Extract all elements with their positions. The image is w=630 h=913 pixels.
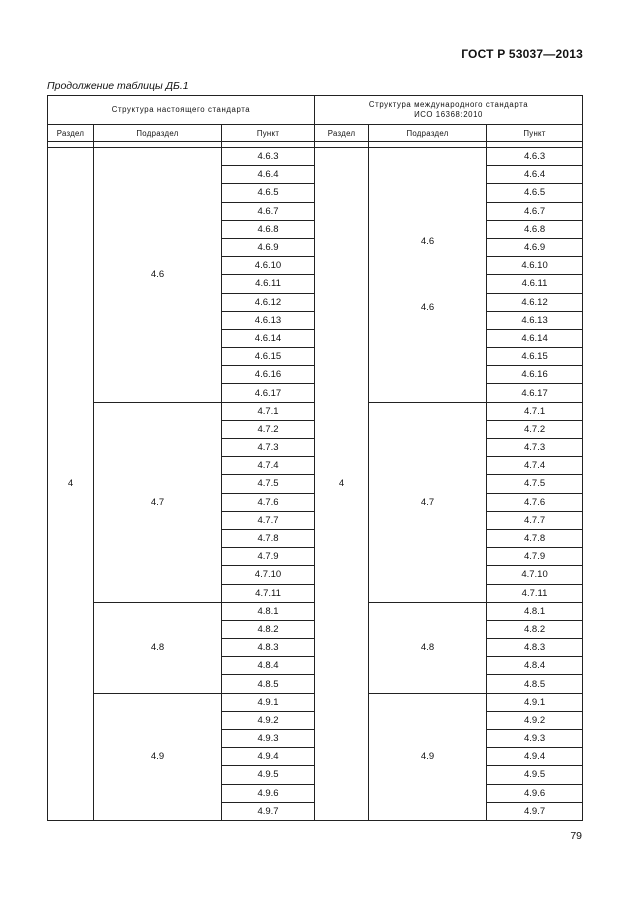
col-header-left-razdel: Раздел — [48, 125, 94, 142]
left-item-cell: 4.8.5 — [222, 675, 315, 693]
right-subsection-cell: 4.7 — [369, 402, 487, 602]
left-item-cell: 4.7.1 — [222, 402, 315, 420]
right-item-cell: 4.6.11 — [487, 275, 583, 293]
left-item-cell: 4.6.11 — [222, 275, 315, 293]
left-subsection-cell: 4.7 — [94, 402, 222, 602]
left-item-cell: 4.7.2 — [222, 420, 315, 438]
left-item-cell: 4.8.4 — [222, 657, 315, 675]
right-item-cell: 4.8.5 — [487, 675, 583, 693]
right-item-cell: 4.7.11 — [487, 584, 583, 602]
right-item-cell: 4.9.2 — [487, 711, 583, 729]
right-item-cell: 4.6.17 — [487, 384, 583, 402]
table-row — [48, 148, 583, 166]
right-item-cell: 4.6.13 — [487, 311, 583, 329]
page-number: 79 — [570, 830, 582, 842]
left-item-cell: 4.8.2 — [222, 620, 315, 638]
left-item-cell: 4.6.17 — [222, 384, 315, 402]
left-item-cell: 4.7.4 — [222, 457, 315, 475]
right-item-cell: 4.6.3 — [487, 148, 583, 166]
right-item-cell: 4.7.3 — [487, 439, 583, 457]
right-header-line2: ИСО 16368:2010 — [414, 110, 483, 119]
left-item-cell: 4.7.10 — [222, 566, 315, 584]
right-item-cell: 4.9.7 — [487, 802, 583, 820]
col-header-left-punkt: Пункт — [222, 125, 315, 142]
right-item-cell: 4.8.1 — [487, 602, 583, 620]
right-subsection-label: 4.6 — [420, 302, 435, 314]
left-item-cell: 4.6.13 — [222, 311, 315, 329]
left-item-cell: 4.6.7 — [222, 202, 315, 220]
left-subsection-cell: 4.8 — [94, 602, 222, 693]
right-item-cell: 4.7.10 — [487, 566, 583, 584]
right-item-cell: 4.6.8 — [487, 220, 583, 238]
right-subsection-cell: 4.8 — [369, 602, 487, 693]
right-structure-header — [315, 96, 583, 125]
left-item-cell: 4.6.10 — [222, 257, 315, 275]
right-item-cell: 4.7.8 — [487, 529, 583, 547]
col-header-left-podrazdel: Подраздел — [94, 125, 222, 142]
right-subsection-label: 4.6 — [420, 236, 435, 248]
right-item-cell: 4.9.4 — [487, 748, 583, 766]
left-item-cell: 4.7.9 — [222, 548, 315, 566]
right-item-cell: 4.6.12 — [487, 293, 583, 311]
left-item-cell: 4.9.2 — [222, 711, 315, 729]
left-item-cell: 4.6.15 — [222, 348, 315, 366]
left-item-cell: 4.9.7 — [222, 802, 315, 820]
left-section-cell: 4 — [48, 148, 94, 821]
right-item-cell: 4.7.6 — [487, 493, 583, 511]
left-item-cell: 4.6.9 — [222, 238, 315, 256]
right-item-cell: 4.9.5 — [487, 766, 583, 784]
left-item-cell: 4.6.5 — [222, 184, 315, 202]
left-item-cell: 4.7.8 — [222, 529, 315, 547]
right-item-cell: 4.6.15 — [487, 348, 583, 366]
left-item-cell: 4.6.12 — [222, 293, 315, 311]
right-item-cell: 4.6.9 — [487, 238, 583, 256]
left-item-cell: 4.6.3 — [222, 148, 315, 166]
right-item-cell: 4.8.4 — [487, 657, 583, 675]
right-item-cell: 4.7.9 — [487, 548, 583, 566]
col-header-right-podrazdel: Подраздел — [369, 125, 487, 142]
right-header-line1: Структура международного стандарта — [368, 100, 529, 109]
col-header-right-razdel: Раздел — [315, 125, 369, 142]
right-item-cell: 4.7.2 — [487, 420, 583, 438]
left-structure-header — [48, 96, 315, 125]
left-item-cell: 4.6.8 — [222, 220, 315, 238]
document-number: ГОСТ Р 53037—2013 — [461, 47, 583, 61]
right-item-cell: 4.6.7 — [487, 202, 583, 220]
left-item-cell: 4.9.1 — [222, 693, 315, 711]
right-item-cell: 4.6.5 — [487, 184, 583, 202]
left-item-cell: 4.8.1 — [222, 602, 315, 620]
left-item-cell: 4.9.6 — [222, 784, 315, 802]
left-header-text: Структура настоящего стандарта — [111, 105, 251, 114]
left-subsection-cell: 4.9 — [94, 693, 222, 820]
right-item-cell: 4.7.5 — [487, 475, 583, 493]
right-item-cell: 4.8.3 — [487, 639, 583, 657]
left-item-cell: 4.7.5 — [222, 475, 315, 493]
right-item-cell: 4.7.4 — [487, 457, 583, 475]
right-item-cell: 4.7.1 — [487, 402, 583, 420]
table-caption: Продолжение таблицы ДБ.1 — [47, 80, 189, 92]
right-item-cell: 4.9.6 — [487, 784, 583, 802]
left-item-cell: 4.6.4 — [222, 166, 315, 184]
right-item-cell: 4.6.14 — [487, 329, 583, 347]
col-header-right-punkt: Пункт — [487, 125, 583, 142]
left-item-cell: 4.9.3 — [222, 730, 315, 748]
left-item-cell: 4.7.11 — [222, 584, 315, 602]
right-item-cell: 4.9.3 — [487, 730, 583, 748]
left-subsection-cell: 4.6 — [94, 148, 222, 403]
structure-table — [47, 95, 583, 821]
right-section-cell: 4 — [315, 148, 369, 821]
right-item-cell: 4.9.1 — [487, 693, 583, 711]
left-item-cell: 4.6.16 — [222, 366, 315, 384]
left-item-cell: 4.6.14 — [222, 329, 315, 347]
right-item-cell: 4.8.2 — [487, 620, 583, 638]
left-item-cell: 4.7.6 — [222, 493, 315, 511]
left-item-cell: 4.7.3 — [222, 439, 315, 457]
left-item-cell: 4.8.3 — [222, 639, 315, 657]
right-subsection-cell: 4.9 — [369, 693, 487, 820]
right-item-cell: 4.6.10 — [487, 257, 583, 275]
right-item-cell: 4.7.7 — [487, 511, 583, 529]
right-item-cell: 4.6.16 — [487, 366, 583, 384]
right-item-cell: 4.6.4 — [487, 166, 583, 184]
left-item-cell: 4.9.5 — [222, 766, 315, 784]
right-subsection-cell — [369, 148, 487, 403]
left-item-cell: 4.9.4 — [222, 748, 315, 766]
left-item-cell: 4.7.7 — [222, 511, 315, 529]
